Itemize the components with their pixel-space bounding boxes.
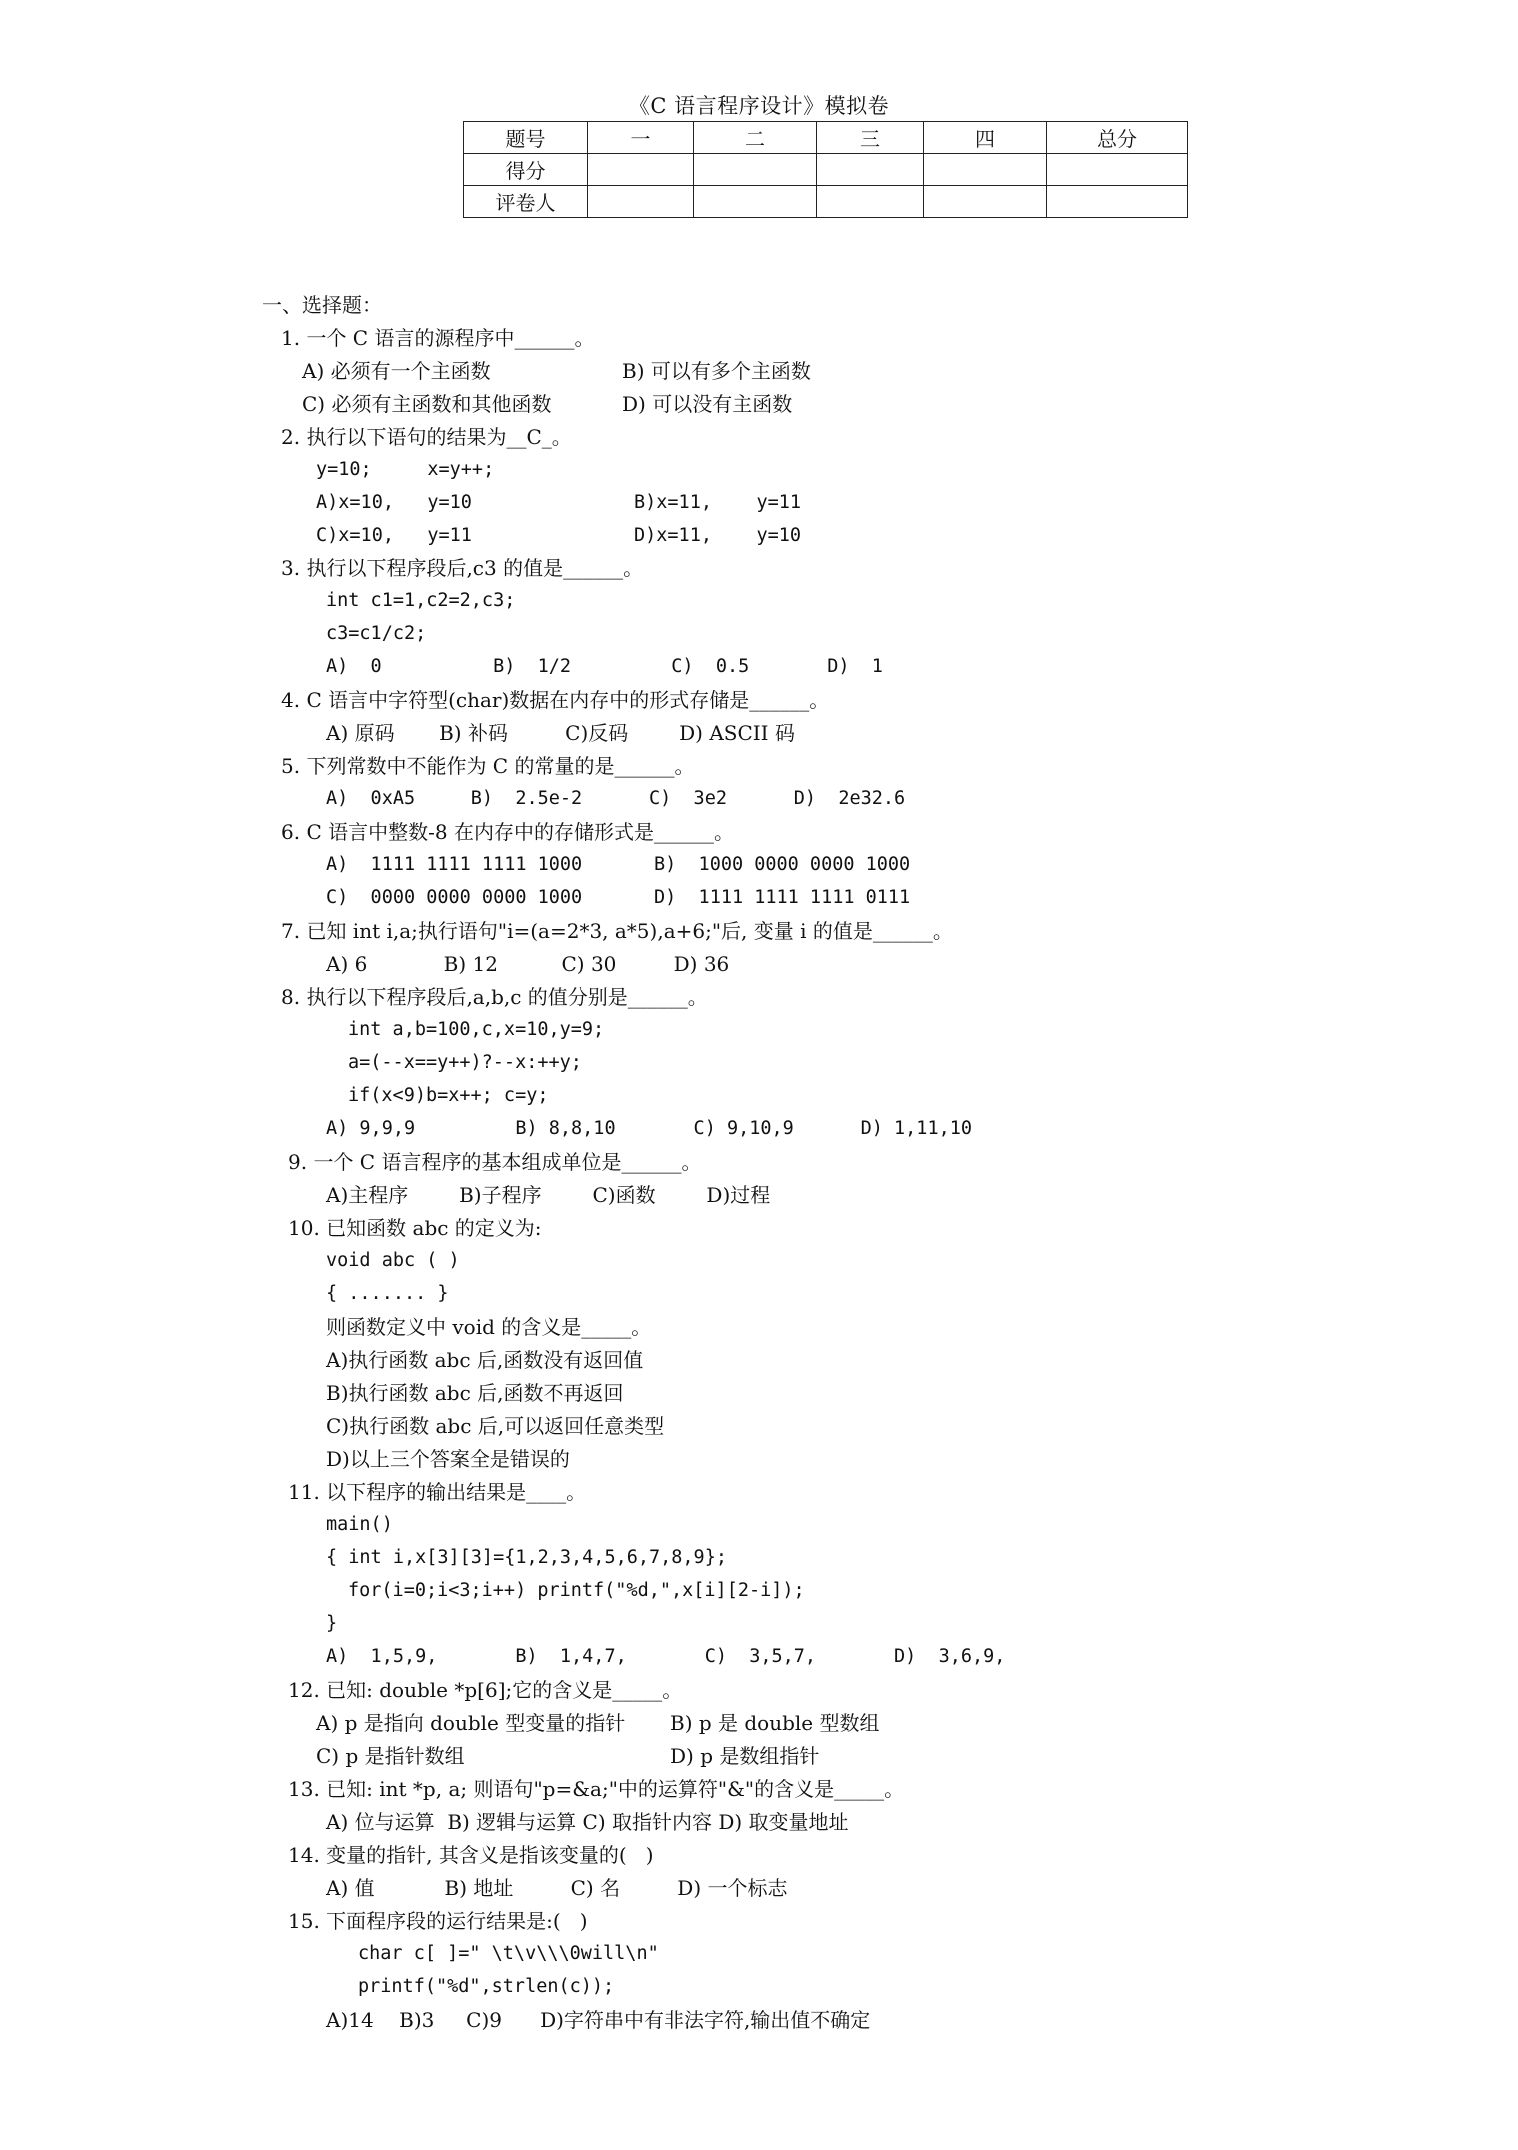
code-line: { ....... } <box>326 1283 449 1304</box>
options-9: A)主程序 B)子程序 C)函数 D)过程 <box>326 1183 771 1207</box>
question-7: 7. 已知 int i,a;执行语句"i=(a=2*3, a*5),a+6;"后, 变量 i 的值是______。 <box>281 919 953 943</box>
question-10: 10. 已知函数 abc 的定义为: <box>288 1216 542 1240</box>
option-2a: A)x=10, y=10 <box>316 492 472 513</box>
option-1d: D) 可以没有主函数 <box>622 392 793 416</box>
header-cell: 四 <box>924 122 1047 154</box>
option-6b: B) 1000 0000 0000 1000 <box>654 854 911 875</box>
option-6d: D) 1111 1111 1111 0111 <box>654 887 911 908</box>
score-cell <box>924 154 1047 186</box>
score-cell <box>817 186 924 218</box>
option-6a: A) 1111 1111 1111 1000 <box>326 854 583 875</box>
score-cell <box>694 186 817 218</box>
code-line: for(i=0;i<3;i++) printf("%d,",x[i][2-i]); <box>348 1580 805 1601</box>
option-12c: C) p 是指针数组 <box>316 1744 465 1768</box>
score-cell <box>1047 186 1188 218</box>
score-cell <box>1047 154 1188 186</box>
question-6: 6. C 语言中整数-8 在内存中的存储形式是______。 <box>281 820 734 844</box>
question-3: 3. 执行以下程序段后,c3 的值是______。 <box>281 556 644 580</box>
options-4: A) 原码 B) 补码 C)反码 D) ASCII 码 <box>326 721 795 745</box>
question-13: 13. 已知: int *p, a; 则语句"p=&a;"中的运算符"&"的含义是_____。 <box>288 1777 905 1801</box>
row-label-cell: 评卷人 <box>464 186 588 218</box>
options-5: A) 0xA5 B) 2.5e-2 C) 3e2 D) 2e32.6 <box>326 788 906 809</box>
code-line: char c[ ]=" \t\v\\\0will\n" <box>358 1943 659 1964</box>
code-line: } <box>326 1613 338 1634</box>
options-7: A) 6 B) 12 C) 30 D) 36 <box>326 952 730 976</box>
option-2c: C)x=10, y=11 <box>316 525 472 546</box>
option-12a: A) p 是指向 double 型变量的指针 <box>316 1711 626 1735</box>
question-10-stem: 则函数定义中 void 的含义是_____。 <box>326 1315 652 1339</box>
question-1: 1. 一个 C 语言的源程序中______。 <box>281 326 595 350</box>
options-14: A) 值 B) 地址 C) 名 D) 一个标志 <box>326 1876 788 1900</box>
question-12: 12. 已知: double *p[6];它的含义是_____。 <box>288 1678 683 1702</box>
question-4: 4. C 语言中字符型(char)数据在内存中的形式存储是______。 <box>281 688 830 712</box>
question-2: 2. 执行以下语句的结果为__C_。 <box>281 425 572 449</box>
option-1a: A) 必须有一个主函数 <box>302 359 491 383</box>
option-12d: D) p 是数组指针 <box>670 1744 820 1768</box>
option-10c: C)执行函数 abc 后,可以返回任意类型 <box>326 1414 665 1438</box>
option-10d: D)以上三个答案全是错误的 <box>326 1447 570 1471</box>
option-1b: B) 可以有多个主函数 <box>622 359 811 383</box>
code-line: void abc ( ) <box>326 1250 460 1271</box>
score-table-row <box>464 154 1188 186</box>
question-11: 11. 以下程序的输出结果是____。 <box>288 1480 587 1504</box>
score-table-header-row <box>464 122 1188 154</box>
option-2d: D)x=11, y=10 <box>634 525 802 546</box>
option-2b: B)x=11, y=11 <box>634 492 802 513</box>
score-cell <box>588 154 694 186</box>
options-3: A) 0 B) 1/2 C) 0.5 D) 1 <box>326 656 883 677</box>
code-line: { int i,x[3][3]={1,2,3,4,5,6,7,8,9}; <box>326 1547 727 1568</box>
option-10b: B)执行函数 abc 后,函数不再返回 <box>326 1381 624 1405</box>
code-line: c3=c1/c2; <box>326 623 427 644</box>
score-cell <box>817 154 924 186</box>
row-label-cell: 得分 <box>464 154 588 186</box>
header-cell: 总分 <box>1047 122 1188 154</box>
question-9: 9. 一个 C 语言程序的基本组成单位是______。 <box>288 1150 702 1174</box>
score-cell <box>924 186 1047 218</box>
options-11: A) 1,5,9, B) 1,4,7, C) 3,5,7, D) 3,6,9, <box>326 1646 1006 1667</box>
score-table <box>463 121 1188 218</box>
exam-title: 《C 语言程序设计》模拟卷 <box>628 94 890 118</box>
header-cell: 一 <box>588 122 694 154</box>
option-1c: C) 必须有主函数和其他函数 <box>302 392 552 416</box>
code-line: a=(--x==y++)?--x:++y; <box>348 1052 582 1073</box>
header-cell: 三 <box>817 122 924 154</box>
score-table-row <box>464 186 1188 218</box>
code-line: main() <box>326 1514 393 1535</box>
score-cell <box>694 154 817 186</box>
question-14: 14. 变量的指针, 其含义是指该变量的( ) <box>288 1843 654 1867</box>
question-5: 5. 下列常数中不能作为 C 的常量的是______。 <box>281 754 695 778</box>
code-line: int a,b=100,c,x=10,y=9; <box>348 1019 605 1040</box>
options-8: A) 9,9,9 B) 8,8,10 C) 9,10,9 D) 1,11,10 <box>326 1118 973 1139</box>
header-cell: 二 <box>694 122 817 154</box>
option-12b: B) p 是 double 型数组 <box>670 1711 880 1735</box>
option-6c: C) 0000 0000 0000 1000 <box>326 887 583 908</box>
question-8: 8. 执行以下程序段后,a,b,c 的值分别是______。 <box>281 985 708 1009</box>
score-cell <box>588 186 694 218</box>
header-cell: 题号 <box>464 122 588 154</box>
option-10a: A)执行函数 abc 后,函数没有返回值 <box>326 1348 644 1372</box>
options-15: A)14 B)3 C)9 D)字符串中有非法字符,输出值不确定 <box>326 2008 871 2032</box>
code-line: y=10; x=y++; <box>316 459 495 480</box>
code-line: printf("%d",strlen(c)); <box>358 1976 615 1997</box>
section-title: 一、选择题： <box>262 293 382 317</box>
question-15: 15. 下面程序段的运行结果是:( ) <box>288 1909 588 1933</box>
code-line: if(x<9)b=x++; c=y; <box>348 1085 549 1106</box>
options-13: A) 位与运算 B) 逻辑与运算 C) 取指针内容 D) 取变量地址 <box>326 1810 849 1834</box>
code-line: int c1=1,c2=2,c3; <box>326 590 516 611</box>
